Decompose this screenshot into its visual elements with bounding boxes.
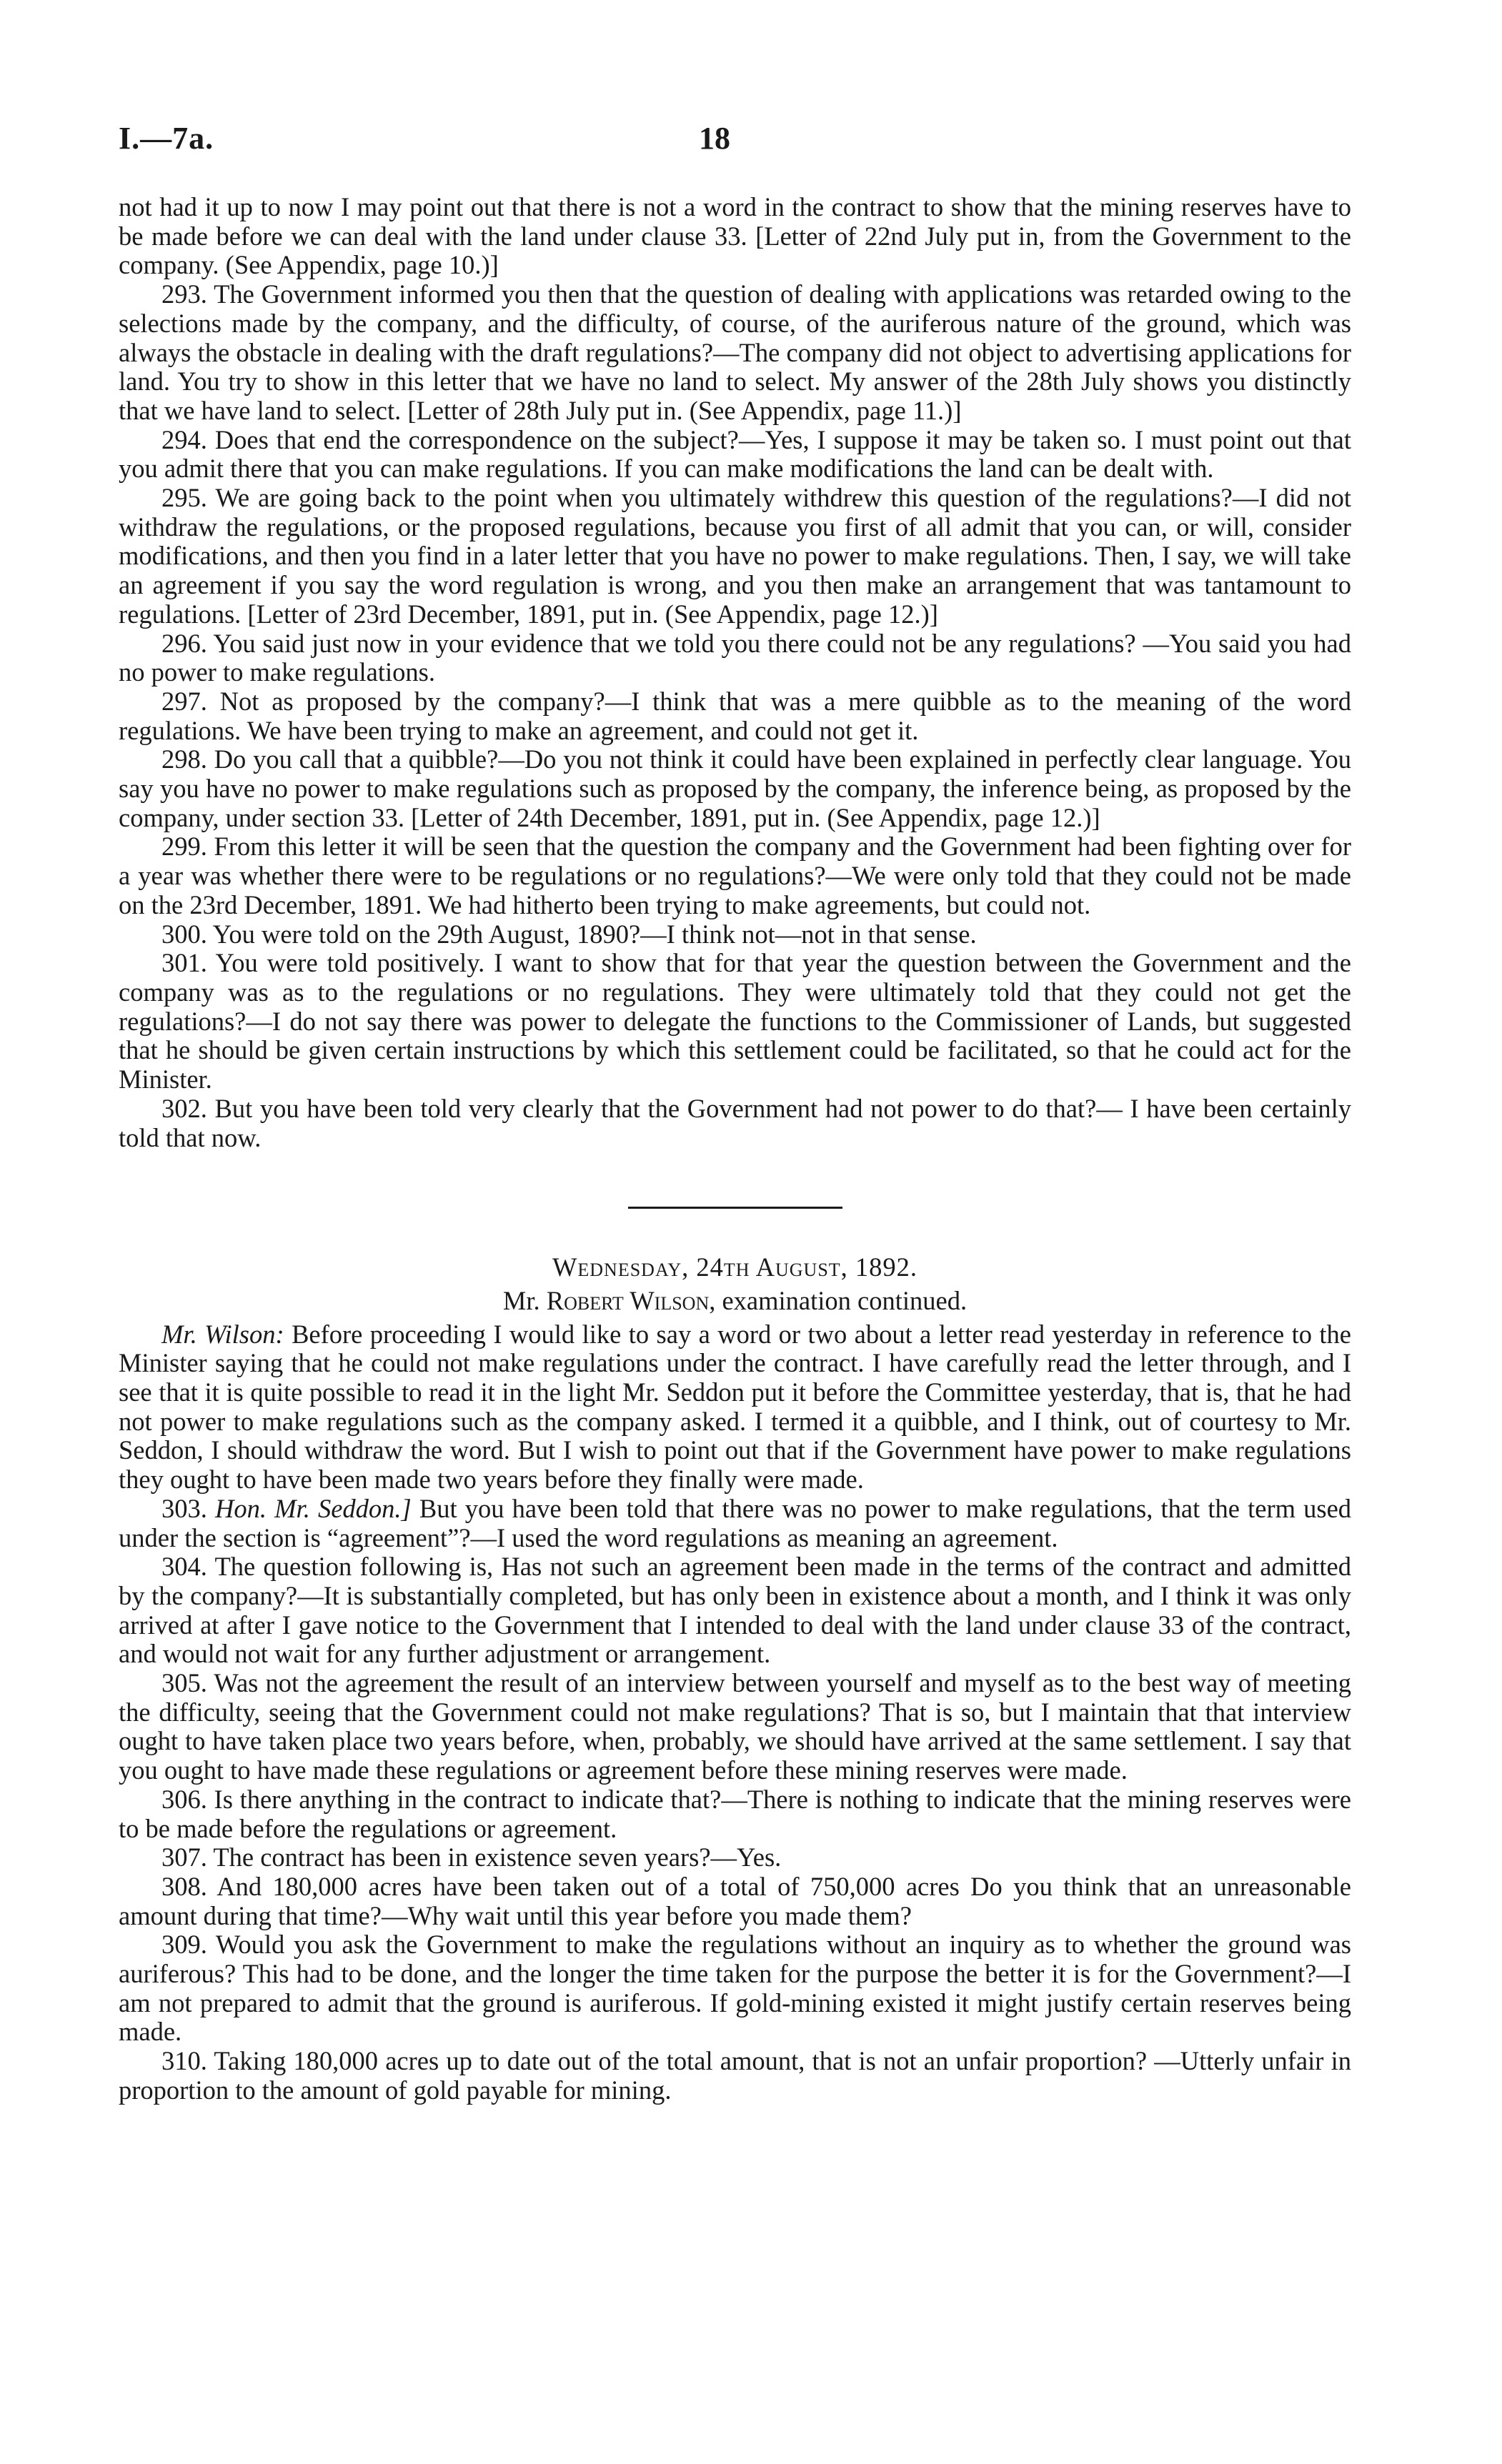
paragraph-301: 301. You were told positively. I want to show that for that year the question between the Government and the company was as to the regulations or no regulations. They were ultimately told that they could not get the regulations?—I do not say there was power to delegate the functions to the Commissioner of Lands, but suggested that he should be given certain instructions by which this settlement could be facilitated, so that he could act for the Minister. [119,948,1351,1094]
page-header [119,120,1351,163]
paragraph-309: 309. Would you ask the Government to make the regulations without an inquiry as to whether the ground was auriferous? This had to be done, and the longer the time taken for the purpose the better it is for the Government?—I am not prepared to admit that the ground is auriferous. If gold-mining existed it might justify certain reserves being made. [119,1930,1351,2047]
speaker-label: Hon. Mr. Seddon.] [215,1493,412,1523]
paragraph-306: 306. Is there anything in the contract to indicate that?—There is nothing to indicate that the mining reserves were to be made before the regulations or agreement. [119,1784,1351,1843]
paragraph-wilson-statement [119,1320,1351,1495]
paragraph-299: 299. From this letter it will be seen that the question the company and the Government had been fighting over for a year was whether there were to be regulations or no regulations?—We were only told that they could not be made on the 23rd December, 1891. We had hitherto been trying to make agreements, but could not. [119,832,1351,919]
paragraph-293: 293. The Government informed you then that the question of dealing with applications was retarded owing to the selections made by the company, and the difficulty, of course, of the auriferous nature of the ground, which was always the obstacle in dealing with the draft regulations?—The company did not object to advertising applications for land. You try to show in this letter that we have no land to select. My answer of the 28th July shows you distinctly that we have land to select. [Letter of 28th July put in. (See Appendix, page 11.)] [119,279,1351,425]
paragraph-303 [119,1495,1351,1552]
paragraph-310: 310. Taking 180,000 acres up to date out of the total amount, that is not an unfair proportion? —Utterly unfair in proportion to the amount of gold payable for mining. [119,2046,1351,2105]
witness-heading [119,1287,1351,1316]
statement-text: Before proceeding I would like to say a word or two about a letter read yesterday in reference to the Minister saying that he could not make regulations under the contract. I have carefully read the letter through, and I see that it is quite possible to read it in the light Mr. Seddon put it before the Committee yesterday, that is, that he had not power to make regulations such as the company asked. I termed it a quibble, and I think, out of courtesy to Mr. Seddon, I should withdraw the word. But I wish to point out that if the Government have power to make regulations they ought to have been made two years before they finally were made. [119,1319,1351,1495]
page-number: 18 [699,121,730,156]
witness-title: Mr. [502,1285,540,1315]
paragraph-305: 305. Was not the agreement the result of an interview between yourself and myself as to the best way of meeting the difficulty, seeing that the Government could not make regulations? That is so, but I maintain that that interview ought to have taken place two years before, when, probably, we should have arrived at the same settlement. I say that you ought to have made these regulations or agreement before these mining reserves were made. [119,1668,1351,1785]
witness-status: examination continued. [722,1285,968,1315]
paragraph-304: 304. The question following is, Has not such an agreement been made in the terms of the contract and admitted by the company?—It is substantially completed, but has only been in existence about a month, and I think it was only arrived at after I gave notice to the Government that I intended to deal with the land under clause 33 of the contract, and would not wait for any further adjustment or arrangement. [119,1552,1351,1669]
paragraph-294: 294. Does that end the correspondence on the subject?—Yes, I suppose it may be taken so. I must point out that you admit there that you can make regulations. If you can make modifications the land can be dealt with. [119,424,1351,484]
paragraph-295: 295. We are going back to the point when you ultimately withdrew this question of the regulations?—I did not withdraw the regulations, or the proposed regulations, because you first of all admit that you can, or will, consider modifications, and then you find in a later letter that you have no power to make regulations. Then, I say, we will take an agreement if you say the word regulation is wrong, and you then make an arrangement that was tantamount to regulations. [Letter of 23rd December, 1891, put in. (See Appendix, page 12.)] [119,483,1351,629]
section-divider [628,1207,842,1209]
paragraph-307: 307. The contract has been in existence seven years?—Yes. [161,1842,782,1872]
paragraph-302: 302. But you have been told very clearly that the Government had not power to do that?— I have been certainly told that now. [119,1093,1351,1152]
paragraph-308: 308. And 180,000 acres have been taken out of a total of 750,000 acres Do you think that an unreasonable amount during that time?—Why wait until this year before you made them? [119,1871,1351,1930]
paragraph-300: 300. You were told on the 29th August, 1890?—I think not—not in that sense. [161,919,977,949]
question-number: 303. [161,1493,207,1523]
session-date: Wednesday, 24th August, 1892. [552,1252,918,1282]
paragraph-296: 296. You said just now in your evidence that we told you there could not be any regulations? —You said you had no power to make regulations. [119,628,1351,687]
paragraph-continuation: not had it up to now I may point out that there is not a word in the contract to show that the mining reserves have to be made before we can deal with the land under clause 33. [Letter of 22nd July put in, from the Government to the company. (See Appendix, page 10.)] [119,192,1351,280]
paragraph-298: 298. Do you call that a quibble?—Do you not think it could have been explained in perfectly clear language. You say you have no power to make regulations such as proposed by the company, the inference being, as proposed by the company, under section 33. [Letter of 24th December, 1891, put in. (See Appendix, page 12.)] [119,744,1351,832]
document-body [119,193,1351,2105]
witness-name: Robert Wilson, [546,1285,716,1315]
speaker-label: Mr. Wilson: [161,1319,284,1349]
paragraph-297: 297. Not as proposed by the company?—I think that was a mere quibble as to the meaning of the word regulations. We have been trying to make an agreement, and could not get it. [119,686,1351,745]
document-reference: I.—7a. [119,121,214,156]
question-text: But you have been told that there was no power to make regulations, that the term used under the section is “agreement”?—I used the word regulations as meaning an agreement. [119,1493,1352,1552]
